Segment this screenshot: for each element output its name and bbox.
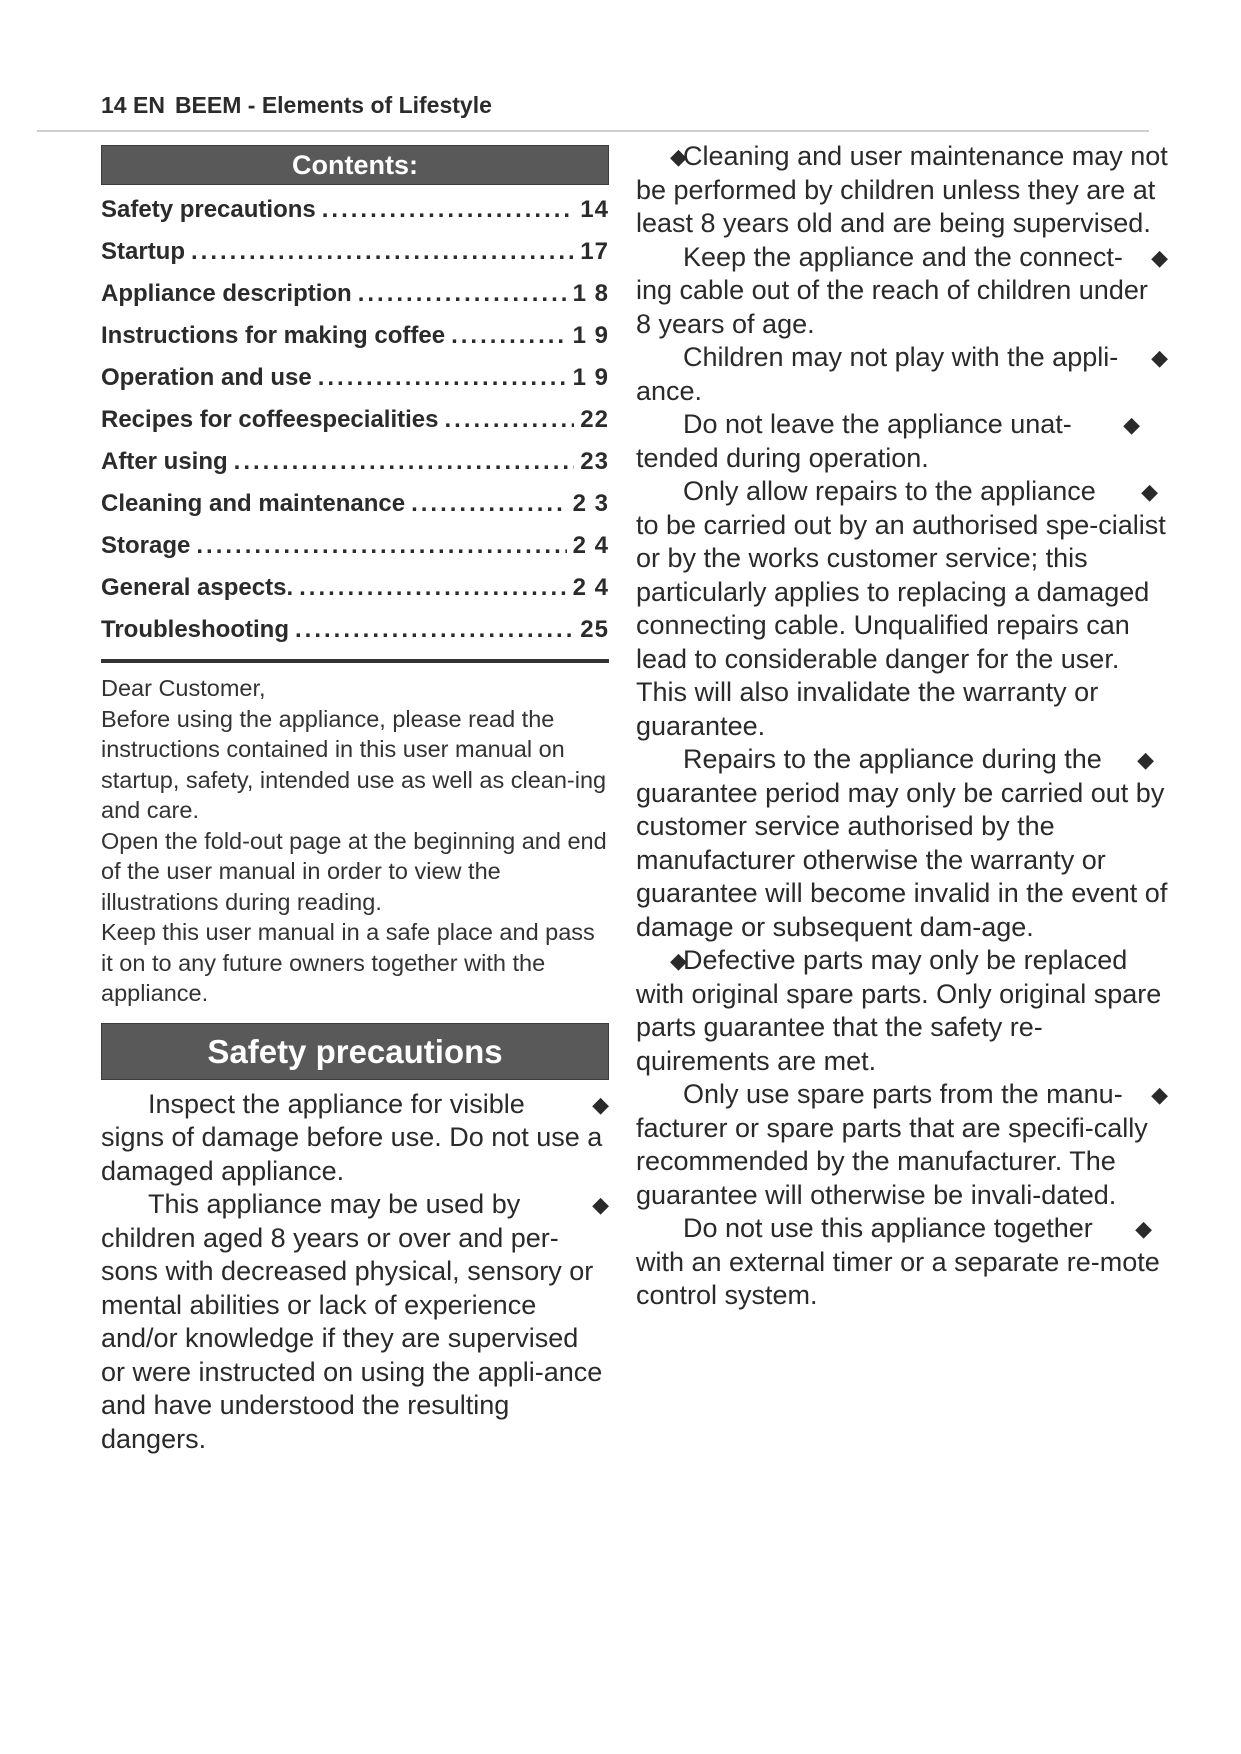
toc-label: Storage [101, 532, 191, 559]
safety-item-text: to be carried out by an authorised spe-cialist or by the works customer service; this particularly applies to replacing a damaged connecting cable. Unqualified repairs can lead to considerable danger for the user. This will also invalidate the warranty or guarantee. [636, 509, 1166, 741]
toc-page: 2 4 [572, 532, 609, 559]
safety-item-lead: Only use spare parts from the manu- [683, 1079, 1123, 1109]
diamond-bullet-icon: ◆ [670, 948, 687, 973]
safety-items-left [101, 1088, 609, 1457]
toc-page: 14 [580, 196, 609, 223]
safety-item [636, 944, 1168, 1078]
toc-entry-startup[interactable] [101, 231, 609, 273]
safety-item-text: children aged 8 years or over and per-sons with decreased physical, sensory or mental abilities or lack of experience and/or knowledge if they are supervised or were instructed on using the appli-ance and have understood the resulting dangers. [101, 1222, 603, 1454]
safety-precautions-title: Safety precautions [101, 1023, 609, 1080]
intro-paragraph: Before using the appliance, please read the instructions contained in this user manual on startup, safety, intended use as well as clean-ing and care. [101, 705, 607, 823]
safety-item-text: ing cable out of the reach of children under 8 years of age. [636, 275, 1148, 339]
toc-entry-recipes[interactable] [101, 399, 609, 441]
intro-greeting: Dear Customer, [101, 675, 266, 701]
toc-leader [358, 273, 567, 315]
safety-item-text: Defective parts may only be replaced with original spare parts. Only original spare parts guarantee that the safety re-quirements are met. [636, 945, 1162, 1076]
toc-label: Operation and use [101, 364, 312, 391]
toc-label: Cleaning and maintenance [101, 490, 406, 517]
toc-page: 2 3 [572, 490, 609, 517]
intro-paragraph: Keep this user manual in a safe place and pass it on to any future owners together with the appliance. [101, 919, 595, 1006]
safety-item-text: with an external timer or a separate re-mote control system. [636, 1246, 1160, 1310]
safety-item-text: ance. [636, 375, 703, 406]
safety-item [636, 341, 1168, 408]
toc-label: General aspects. [101, 574, 294, 601]
toc-entry-operation-and-use[interactable] [101, 357, 609, 399]
diamond-bullet-icon: ◆ [592, 1192, 609, 1217]
left-column [101, 145, 609, 1456]
safety-item-lead: Do not leave the appliance unat- [683, 409, 1072, 439]
toc-label: Instructions for making coffee [101, 322, 446, 349]
table-of-contents [101, 189, 609, 663]
safety-item-lead: Do not use this appliance together [683, 1213, 1093, 1243]
toc-entry-safety-precautions[interactable] [101, 189, 609, 231]
toc-leader [322, 189, 575, 231]
toc-page: 23 [580, 448, 609, 475]
safety-item [101, 1188, 609, 1456]
safety-item [636, 140, 1168, 241]
toc-leader [196, 525, 566, 567]
safety-item-lead: Only allow repairs to the appliance [683, 476, 1096, 506]
safety-item [636, 241, 1168, 342]
toc-leader [451, 315, 567, 357]
toc-leader [411, 483, 567, 525]
page-header [101, 92, 492, 119]
diamond-bullet-icon: ◆ [592, 1091, 609, 1117]
toc-label: Appliance description [101, 280, 352, 307]
toc-leader [444, 399, 574, 441]
toc-leader [191, 231, 574, 273]
safety-item-lead: Keep the appliance and the connect- [683, 241, 1123, 272]
toc-label: Startup [101, 238, 185, 265]
toc-leader [234, 441, 575, 483]
contents-title: Contents: [101, 145, 609, 185]
safety-item [636, 1078, 1168, 1212]
toc-leader [318, 357, 567, 399]
safety-item-text: guarantee period may only be carried out by customer service authorised by the manufacturer otherwise the warranty or guarantee will become invalid in the event of damage or subsequent dam-age. [636, 777, 1168, 942]
safety-item [636, 743, 1168, 944]
toc-leader [299, 567, 567, 609]
diamond-bullet-icon: ◆ [1135, 1216, 1152, 1241]
toc-label: Recipes for coffeespecialities [101, 406, 439, 433]
toc-entry-after-using[interactable] [101, 441, 609, 483]
toc-page: 25 [580, 616, 609, 643]
toc-page: 1 9 [572, 322, 609, 349]
safety-item [101, 1088, 609, 1189]
toc-label: Troubleshooting [101, 616, 289, 643]
right-column [636, 140, 1168, 1313]
toc-entry-troubleshooting[interactable] [101, 609, 609, 651]
toc-page: 17 [580, 238, 609, 265]
toc-leader [295, 609, 574, 651]
diamond-bullet-icon: ◆ [670, 144, 687, 169]
diamond-bullet-icon: ◆ [1151, 1082, 1168, 1107]
safety-item [636, 408, 1168, 475]
diamond-bullet-icon: ◆ [1123, 412, 1140, 437]
toc-label: After using [101, 448, 228, 475]
intro-paragraph: Open the fold-out page at the beginning and end of the user manual in order to view the illustrations during reading. [101, 827, 607, 915]
safety-item [636, 475, 1168, 743]
header-divider [37, 130, 1149, 132]
toc-page: 22 [580, 406, 609, 433]
toc-label: Safety precautions [101, 196, 316, 223]
safety-item-lead: This appliance may be used by [148, 1189, 521, 1219]
toc-page: 1 8 [572, 280, 609, 307]
safety-item-text: Cleaning and user maintenance may not be performed by children unless they are at least 8 years old and are being supervised. [636, 141, 1168, 238]
safety-item-lead: Inspect the appliance for visible [148, 1088, 525, 1119]
safety-item-lead: Children may not play with the appli- [683, 342, 1119, 372]
brand-title: BEEM - Elements of Lifestyle [174, 92, 492, 118]
diamond-bullet-icon: ◆ [1151, 244, 1168, 270]
toc-entry-storage[interactable] [101, 525, 609, 567]
toc-page: 2 4 [572, 574, 609, 601]
safety-item-text: signs of damage before use. Do not use a damaged appliance. [101, 1122, 603, 1186]
toc-entry-making-coffee[interactable] [101, 315, 609, 357]
safety-item-lead: Repairs to the appliance during the [683, 744, 1102, 774]
safety-item-text: tended during operation. [636, 442, 929, 473]
diamond-bullet-icon: ◆ [1137, 747, 1154, 772]
toc-entry-cleaning[interactable] [101, 483, 609, 525]
diamond-bullet-icon: ◆ [1151, 345, 1168, 370]
safety-item [636, 1212, 1168, 1313]
toc-entry-general-aspects[interactable] [101, 567, 609, 609]
diamond-bullet-icon: ◆ [1141, 479, 1158, 504]
toc-entry-appliance-description[interactable] [101, 273, 609, 315]
toc-page: 1 9 [572, 364, 609, 391]
toc-divider [101, 659, 609, 663]
safety-item-text: facturer or spare parts that are specifi-cally recommended by the manufacturer. The guarantee will otherwise be invali-dated. [636, 1112, 1148, 1210]
intro-text [101, 673, 609, 1009]
page-number: 14 EN [101, 92, 165, 118]
